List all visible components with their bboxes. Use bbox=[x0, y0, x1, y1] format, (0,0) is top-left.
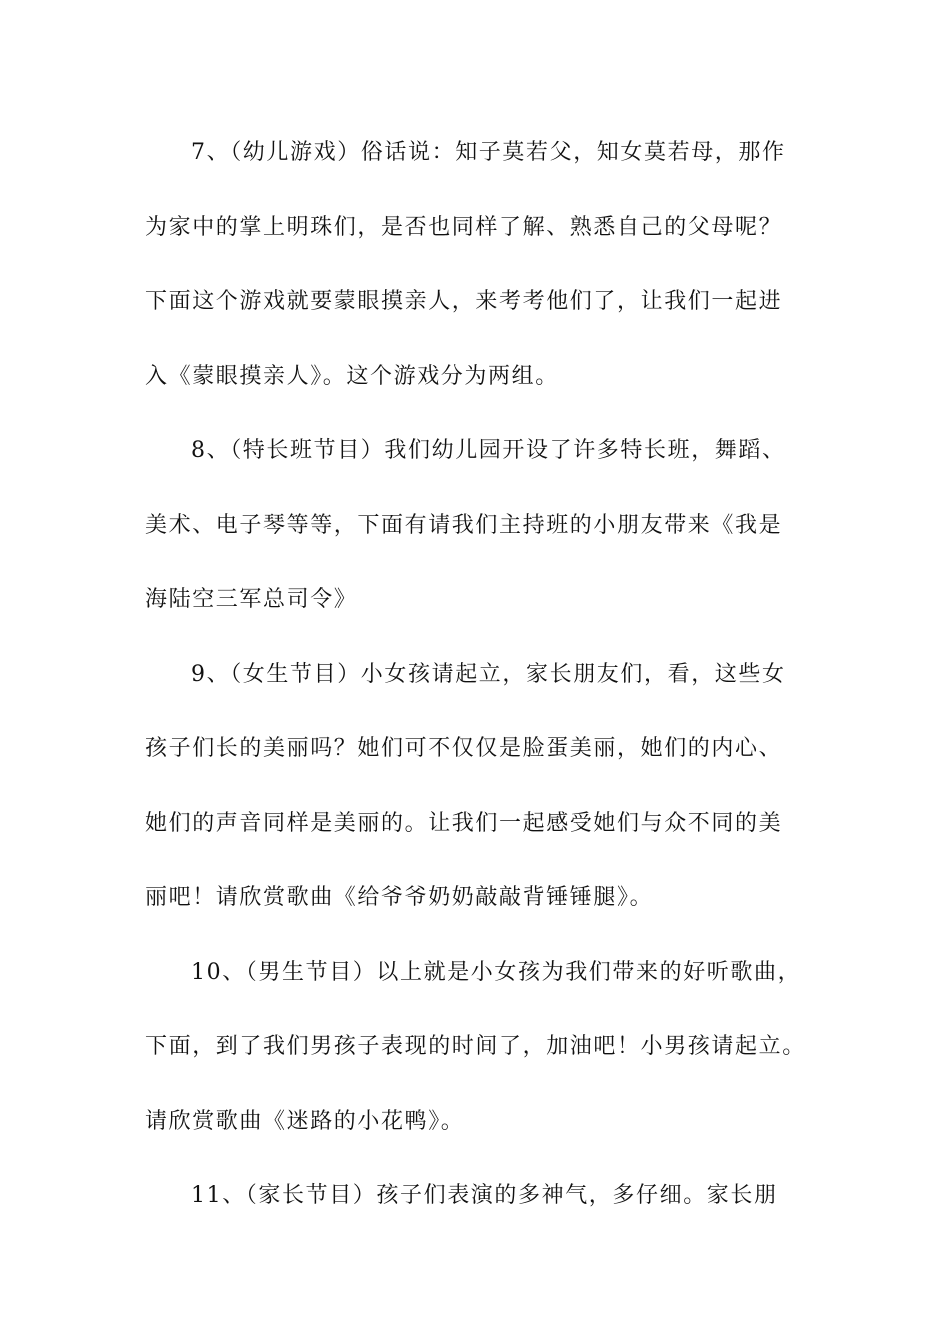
document-body bbox=[145, 131, 825, 1249]
paragraph-10-line-3: 请欣赏歌曲《迷路的小花鸭》。 bbox=[145, 1108, 465, 1134]
paragraph-8-line-2: 美术、电子琴等等，下面有请我们主持班的小朋友带来《我是 bbox=[145, 512, 783, 538]
paragraph-7-line-1: 7、（幼儿游戏）俗话说：知子莫若父，知女莫若母，那作 bbox=[191, 140, 786, 165]
paragraph-9-line-3: 她们的声音同样是美丽的。让我们一起感受她们与众不同的美 bbox=[145, 810, 783, 836]
paragraph-11-line-1: 11、（家长节目）孩子们表演的多神气，多仔细。家长朋 bbox=[191, 1183, 778, 1208]
paragraph-8-line-1: 8、（特长班节目）我们幼儿园开设了许多特长班，舞蹈、 bbox=[191, 438, 786, 463]
paragraph-9-line-1: 9、（女生节目）小女孩请起立，家长朋友们，看，这些女 bbox=[191, 661, 786, 687]
paragraph-10-line-2: 下面，到了我们男孩子表现的时间了，加油吧！小男孩请起立。 bbox=[145, 1034, 806, 1059]
paragraph-9-line-2: 孩子们长的美丽吗？她们可不仅仅是脸蛋美丽，她们的内心、 bbox=[145, 736, 783, 761]
paragraph-7-line-4: 入《蒙眼摸亲人》。这个游戏分为两组。 bbox=[145, 363, 559, 389]
paragraph-7-line-2: 为家中的掌上明珠们，是否也同样了解、熟悉自己的父母呢？ bbox=[145, 214, 783, 240]
paragraph-10-line-1: 10、（男生节目）以上就是小女孩为我们带来的好听歌曲， bbox=[191, 959, 802, 985]
paragraph-9-line-4: 丽吧！请欣赏歌曲《给爷爷奶奶敲敲背锤锤腿》。 bbox=[145, 885, 654, 910]
paragraph-8-line-3: 海陆空三军总司令》 bbox=[145, 587, 358, 612]
paragraph-7-line-3: 下面这个游戏就要蒙眼摸亲人，来考考他们了，让我们一起进 bbox=[145, 289, 783, 314]
